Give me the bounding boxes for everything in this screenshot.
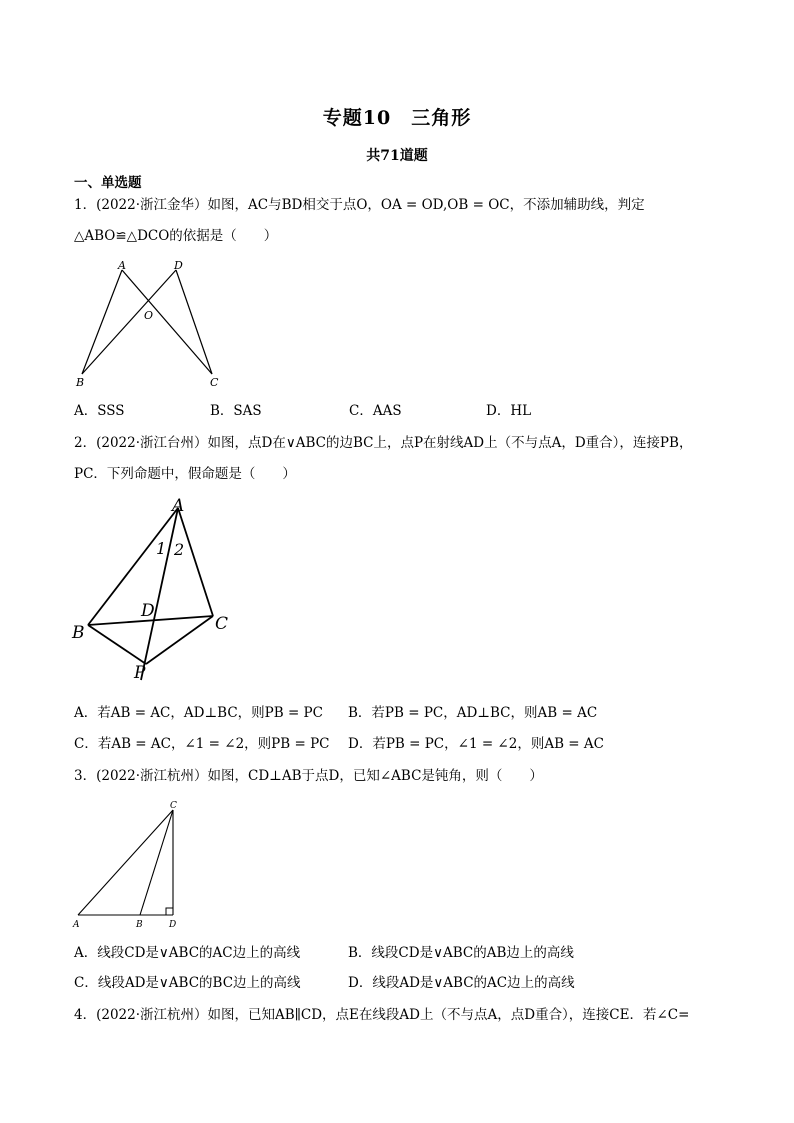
q3-stem-line1: 3．(2022·浙江杭州）如图，CD⊥AB于点D，已知∠ABC是钝角，则（ ） — [74, 768, 543, 784]
q1-label-c: C — [210, 376, 219, 389]
page-title: 专题10 三角形 — [322, 107, 472, 129]
q3-option-b[interactable]: B．线段CD是∨ABC的AB边上的高线 — [348, 945, 574, 961]
q3-label-a: A — [73, 920, 80, 930]
q1-option-c[interactable]: C．AAS — [349, 403, 402, 419]
q3-option-d[interactable]: D．线段AD是∨ABC的AC边上的高线 — [348, 975, 575, 991]
q1-label-a: A — [118, 259, 126, 272]
q2-label-p: P — [134, 663, 146, 683]
q2-segment-ac — [178, 508, 213, 616]
q3-right-angle-mark — [166, 908, 173, 915]
page-subtitle: 共71道题 — [366, 148, 428, 164]
q1-option-b[interactable]: B．SAS — [210, 403, 262, 419]
q1-segment-ac — [122, 270, 212, 374]
q3-segment-bc — [140, 810, 173, 915]
q1-label-b: B — [76, 376, 85, 389]
q1-label-d: D — [174, 259, 183, 272]
q3-figure — [70, 798, 190, 933]
q1-option-a[interactable]: A．SSS — [74, 403, 125, 419]
q2-label-angle1: 1 — [156, 539, 167, 558]
q2-segment-pb — [88, 625, 146, 664]
q1-stem-line2: △ABO≌△DCO的依据是（ ） — [74, 228, 278, 244]
q3-segment-ac — [78, 810, 173, 915]
q1-label-o: O — [144, 309, 154, 322]
section-heading: 一、单选题 — [74, 175, 142, 191]
q1-figure — [70, 258, 230, 393]
q2-stem-line2: PC．下列命题中，假命题是（ ） — [74, 466, 296, 482]
q1-segment-ab — [82, 270, 122, 374]
q3-label-b: B — [136, 920, 143, 930]
q3-option-a[interactable]: A．线段CD是∨ABC的AC边上的高线 — [74, 945, 301, 961]
q3-label-c: C — [170, 801, 177, 811]
q2-option-c[interactable]: C．若AB = AC，∠1 = ∠2，则PB = PC — [74, 736, 330, 752]
q3-option-c[interactable]: C．线段AD是∨ABC的BC边上的高线 — [74, 975, 301, 991]
q4-stem-line1: 4．(2022·浙江杭州）如图，已知AB∥CD，点E在线段AD上（不与点A，点D重合），连接CE．若∠C= — [74, 1007, 690, 1023]
q2-figure — [70, 492, 240, 692]
q2-label-d: D — [141, 601, 155, 621]
q2-label-c: C — [215, 614, 229, 634]
q2-segment-pc — [146, 616, 213, 664]
q1-segment-db — [82, 270, 176, 374]
q2-label-b: B — [72, 623, 85, 643]
q2-label-a: A — [172, 496, 185, 516]
q1-segment-dc — [176, 270, 212, 374]
q2-option-b[interactable]: B．若PB = PC，AD⊥BC，则AB = AC — [348, 705, 598, 721]
q2-stem-line1: 2．(2022·浙江台州）如图，点D在∨ABC的边BC上，点P在射线AD上（不与点A，D重合），连接PB， — [74, 435, 693, 451]
q2-label-angle2: 2 — [174, 540, 185, 559]
q2-option-a[interactable]: A．若AB = AC，AD⊥BC，则PB = PC — [74, 705, 323, 721]
q2-option-d[interactable]: D．若PB = PC，∠1 = ∠2，则AB = AC — [348, 736, 604, 752]
q3-label-d: D — [169, 920, 177, 930]
q1-stem-line1: 1．(2022·浙江金华）如图，AC与BD相交于点O，OA = OD,OB = OC，不添加辅助线，判定 — [74, 197, 645, 213]
q1-option-d[interactable]: D．HL — [486, 403, 532, 419]
